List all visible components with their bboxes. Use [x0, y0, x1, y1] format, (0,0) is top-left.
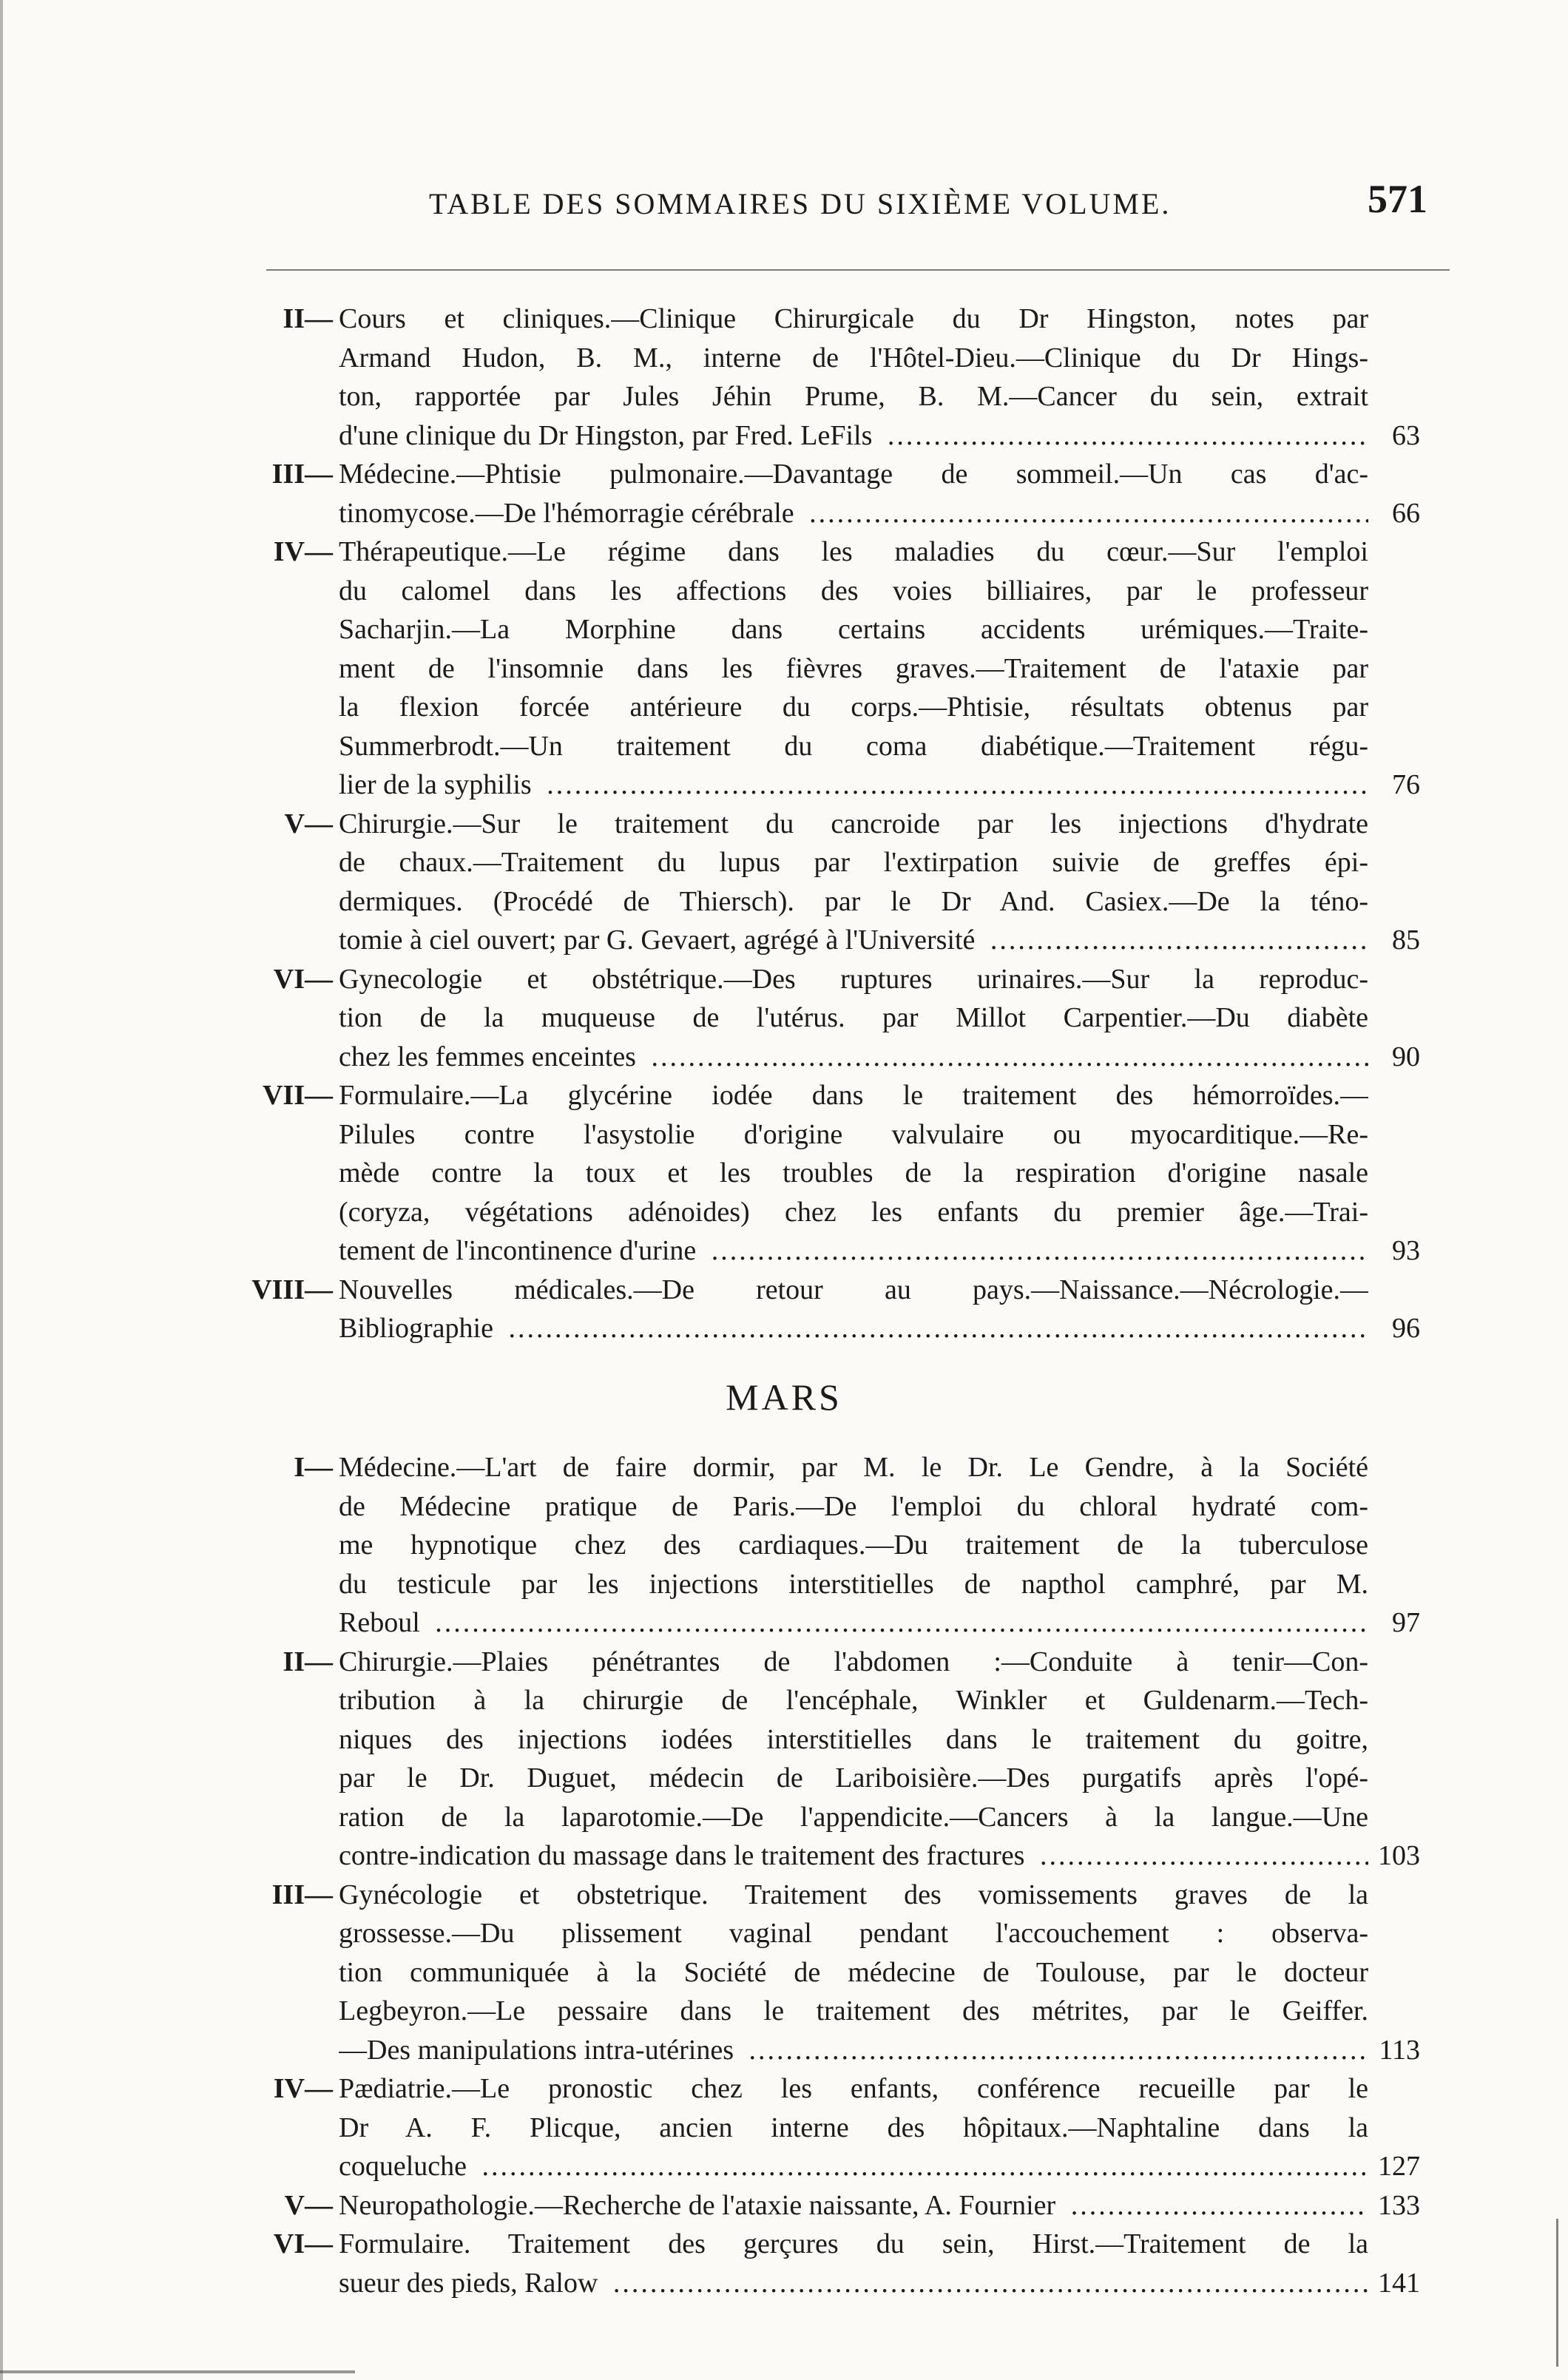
bottom-rule: [0, 2370, 355, 2373]
toc-entry: [251, 1448, 1420, 1643]
entry-text: tement de l'incontinence d'urine: [339, 1235, 702, 1266]
entry-number: III—: [271, 1879, 333, 1910]
toc-line: [251, 339, 1420, 378]
entry-page: 63: [1392, 419, 1420, 451]
toc-line: [251, 1603, 1420, 1643]
toc-line: [251, 2264, 1420, 2303]
entry-text: dermiques. (Procédé de Thiersch). par le Dr And. Casiex.—De la téno-: [339, 885, 1368, 917]
entry-page: 141: [1378, 2267, 1420, 2299]
entry-text: tion communiquée à la Société de médecine de Toulouse, par le docteur: [339, 1956, 1368, 1988]
entry-text: Cours et cliniques.—Clinique Chirurgicale du Dr Hingston, notes par: [339, 303, 1368, 334]
entry-text: me hypnotique chez des cardiaques.—Du traitement de la tuberculose: [339, 1529, 1368, 1561]
entry-text: Formulaire.—La glycérine iodée dans le traitement des hémorroïdes.—: [339, 1080, 1368, 1111]
toc-line: [251, 2225, 1420, 2264]
entry-number: II—: [283, 303, 333, 334]
entry-text: tomie à ciel ouvert; par G. Gevaert, agrégé à l'Université: [339, 924, 981, 956]
toc-line: [251, 921, 1420, 960]
entry-number: VII—: [262, 1080, 333, 1111]
entry-page: 133: [1378, 2189, 1420, 2221]
entry-text: Pædiatrie.—Le pronostic chez les enfants, conférence recueille par le: [339, 2073, 1368, 2104]
toc-line: [251, 2069, 1420, 2109]
entry-text-with-leader: [339, 494, 1368, 533]
entry-text: Thérapeutique.—Le régime dans les maladies du cœur.—Sur l'emploi: [339, 536, 1368, 567]
entry-text-with-leader: [339, 416, 1368, 456]
entry-number: VI—: [273, 963, 333, 995]
entry-text: ment de l'insomnie dans les fièvres graves.—Traitement de l'ataxie par: [339, 652, 1368, 684]
entry-text: Chirurgie.—Sur le traitement du cancroide par les injections d'hydrate: [339, 808, 1368, 839]
dot-leader: [800, 498, 1368, 529]
toc-entry: [251, 2225, 1420, 2302]
entry-page: 76: [1392, 769, 1420, 800]
entry-text-with-leader: [339, 2031, 1368, 2070]
toc-line: [251, 1720, 1420, 1759]
entry-text-with-leader: [339, 1603, 1368, 1643]
entry-text: Reboul: [339, 1607, 426, 1638]
toc-line: [251, 1154, 1420, 1193]
entry-text-with-leader: [339, 765, 1368, 805]
entry-page: 85: [1392, 924, 1420, 956]
toc-line: [251, 2031, 1420, 2070]
entry-text-with-leader: [339, 2264, 1368, 2303]
toc-line: [251, 649, 1420, 689]
dot-leader: [604, 2268, 1368, 2299]
entry-number: IV—: [273, 2073, 333, 2104]
entry-text: Neuropathologie.—Recherche de l'ataxie naissante, A. Fournier: [339, 2190, 1061, 2221]
toc-entry: [251, 1643, 1420, 1876]
toc-line: [251, 1798, 1420, 1837]
dot-leader: [740, 2035, 1368, 2066]
toc-line: [251, 960, 1420, 999]
entry-text: mède contre la toux et les troubles de la respiration d'origine nasale: [339, 1157, 1368, 1189]
entry-text-with-leader: [339, 1038, 1368, 1077]
entry-text: tinomycose.—De l'hémorragie cérébrale: [339, 498, 800, 529]
entry-text: Gynecologie et obstétrique.—Des ruptures urinaires.—Sur la reproduc-: [339, 963, 1368, 995]
entry-text: Sacharjin.—La Morphine dans certains accidents urémiques.—Traite-: [339, 614, 1368, 645]
toc-line: [251, 843, 1420, 882]
toc-entry: [251, 805, 1420, 960]
toc-line: [251, 1193, 1420, 1232]
running-head: [318, 176, 1435, 228]
toc-line: [251, 727, 1420, 766]
entry-text: tion de la muqueuse de l'utérus. par Millot Carpentier.—Du diabète: [339, 1002, 1368, 1033]
right-edge-mark: [1556, 2219, 1558, 2367]
toc-line: [251, 1565, 1420, 1604]
toc-line: [251, 1448, 1420, 1487]
entry-text: grossesse.—Du plissement vaginal pendant l'accouchement : observa-: [339, 1918, 1368, 1949]
entry-text: Dr A. F. Plicque, ancien interne des hôpitaux.—Naphtaline dans la: [339, 2112, 1368, 2143]
entry-text: Summerbrodt.—Un traitement du coma diabétique.—Traitement régu-: [339, 730, 1368, 762]
page-number: 571: [1368, 177, 1427, 221]
toc-line: [251, 998, 1420, 1038]
toc-entry: [251, 1876, 1420, 2070]
entry-page: 93: [1392, 1235, 1420, 1266]
toc-line: [251, 765, 1420, 805]
entry-number: IV—: [273, 536, 333, 567]
toc-line: [251, 1681, 1420, 1720]
toc-line: [251, 1953, 1420, 1992]
entry-text: de Médecine pratique de Paris.—De l'emploi du chloral hydraté com-: [339, 1490, 1368, 1522]
toc-line: [251, 533, 1420, 572]
toc-entry: [251, 455, 1420, 533]
toc-line: [251, 572, 1420, 611]
entry-text-with-leader: [339, 1231, 1368, 1271]
toc-line: [251, 494, 1420, 533]
section-heading: MARS: [726, 1376, 842, 1418]
toc-line: [251, 1487, 1420, 1527]
dot-leader: [642, 1041, 1368, 1072]
entry-text-with-leader: [339, 2147, 1368, 2186]
entry-text: (coryza, végétations adénoides) chez les enfants du premier âge.—Trai-: [339, 1196, 1368, 1228]
entry-text: coqueluche: [339, 2151, 473, 2182]
entry-text: Gynécologie et obstetrique. Traitement des vomissements graves de la: [339, 1879, 1368, 1910]
left-edge-shadow: [0, 0, 3, 2380]
toc-line: [251, 805, 1420, 844]
toc-line: [251, 416, 1420, 456]
entry-text-with-leader: [339, 1836, 1368, 1876]
toc-line: [251, 1836, 1420, 1876]
toc-line: [251, 1992, 1420, 2031]
toc-line: [251, 1759, 1420, 1798]
entry-text: par le Dr. Duguet, médecin de Lariboisière.—Des purgatifs après l'opé-: [339, 1762, 1368, 1794]
entry-text: Médecine.—L'art de faire dormir, par M. le Dr. Le Gendre, à la Société: [339, 1452, 1368, 1483]
toc-line: [251, 1914, 1420, 1953]
entry-page: 96: [1392, 1313, 1420, 1344]
toc-line: [251, 1231, 1420, 1271]
entry-number: V—: [284, 2189, 333, 2221]
entry-text: chez les femmes enceintes: [339, 1041, 642, 1072]
entry-page: 103: [1378, 1840, 1420, 1871]
entry-text: la flexion forcée antérieure du corps.—Phtisie, résultats obtenus par: [339, 692, 1368, 723]
dot-leader: [538, 769, 1368, 800]
entry-text: Pilules contre l'asystolie d'origine valvulaire ou myocarditique.—Re-: [339, 1118, 1368, 1150]
entry-text: du testicule par les injections interstitielles de napthol camphré, par M.: [339, 1568, 1368, 1600]
entry-text-with-leader: [339, 2186, 1368, 2225]
entry-page: 127: [1378, 2151, 1420, 2182]
entry-text: du calomel dans les affections des voies billiaires, par le professeur: [339, 575, 1368, 606]
dot-leader: [981, 924, 1368, 956]
entry-text: Chirurgie.—Plaies pénétrantes de l'abdomen :—Conduite à tenir—Con-: [339, 1646, 1368, 1677]
toc-line: [251, 377, 1420, 416]
dot-leader: [1061, 2190, 1368, 2221]
running-head-title: TABLE DES SOMMAIRES DU SIXIÈME VOLUME.: [429, 187, 1172, 220]
toc-line: [251, 610, 1420, 649]
entry-text: Médecine.—Phtisie pulmonaire.—Davantage de sommeil.—Un cas d'ac-: [339, 459, 1368, 490]
dot-leader: [473, 2151, 1368, 2182]
dot-leader: [426, 1607, 1368, 1638]
toc-line: [251, 688, 1420, 727]
dot-leader: [1030, 1840, 1368, 1871]
toc-entry: [251, 2069, 1420, 2186]
toc-line: [251, 2109, 1420, 2148]
toc-entry: [251, 300, 1420, 455]
entry-text: —Des manipulations intra-utérines: [339, 2035, 740, 2066]
entry-number: I—: [294, 1452, 333, 1483]
entry-text-with-leader: [339, 921, 1368, 960]
entry-page: 66: [1392, 497, 1420, 529]
toc-line: [251, 2147, 1420, 2186]
toc-line: [251, 1643, 1420, 1682]
entry-text: Bibliographie: [339, 1313, 499, 1344]
entry-text: niques des injections iodées interstitielles dans le traitement du goitre,: [339, 1723, 1368, 1755]
toc-line: [251, 1038, 1420, 1077]
dot-leader: [499, 1313, 1368, 1344]
toc-line: [251, 1876, 1420, 1915]
toc-after: [251, 1448, 1420, 2302]
toc-entry: [251, 2186, 1420, 2225]
toc-line: [251, 1309, 1420, 1348]
toc-entry: [251, 1271, 1420, 1348]
entry-text: Armand Hudon, B. M., interne de l'Hôtel-Dieu.—Clinique du Dr Hings-: [339, 342, 1368, 373]
dot-leader: [702, 1235, 1368, 1266]
entry-text: Legbeyron.—Le pessaire dans le traitement des métrites, par le Geiffer.: [339, 1995, 1368, 2026]
entry-text: Formulaire. Traitement des gerçures du sein, Hirst.—Traitement de la: [339, 2228, 1368, 2259]
toc-line: [251, 455, 1420, 494]
toc-line: [251, 1076, 1420, 1115]
entry-text-with-leader: [339, 1309, 1368, 1348]
entry-page: 97: [1392, 1607, 1420, 1638]
entry-number: V—: [284, 808, 333, 839]
header-rule: [266, 269, 1450, 271]
toc-line: [251, 2186, 1420, 2225]
toc-line: [251, 1271, 1420, 1310]
entry-number: VI—: [273, 2228, 333, 2259]
toc-line: [251, 882, 1420, 922]
entry-number: II—: [283, 1646, 333, 1677]
entry-page: 113: [1379, 2034, 1420, 2066]
entry-text: contre-indication du massage dans le traitement des fractures: [339, 1840, 1030, 1871]
entry-text: tribution à la chirurgie de l'encéphale, Winkler et Guldenarm.—Tech-: [339, 1685, 1368, 1716]
entry-number: III—: [271, 459, 333, 490]
entry-text: sueur des pieds, Ralow: [339, 2268, 604, 2299]
entry-text: ton, rapportée par Jules Jéhin Prume, B. M.—Cancer du sein, extrait: [339, 381, 1368, 412]
toc-line: [251, 300, 1420, 339]
toc-line: [251, 1526, 1420, 1565]
toc-entry: [251, 533, 1420, 805]
entry-text: d'une clinique du Dr Hingston, par Fred. LeFils: [339, 420, 878, 451]
entry-text: Nouvelles médicales.—De retour au pays.—Naissance.—Nécrologie.—: [339, 1274, 1368, 1305]
dot-leader: [878, 420, 1368, 451]
entry-page: 90: [1392, 1041, 1420, 1072]
entry-text: ration de la laparotomie.—De l'appendicite.—Cancers à la langue.—Une: [339, 1801, 1368, 1833]
toc-entry: [251, 1076, 1420, 1271]
toc-entry: [251, 960, 1420, 1077]
entry-text: lier de la syphilis: [339, 769, 538, 800]
toc-line: [251, 1115, 1420, 1154]
entry-number: VIII—: [251, 1274, 333, 1305]
toc-before: [251, 300, 1420, 1348]
entry-text: de chaux.—Traitement du lupus par l'extirpation suivie de greffes épi-: [339, 847, 1368, 878]
